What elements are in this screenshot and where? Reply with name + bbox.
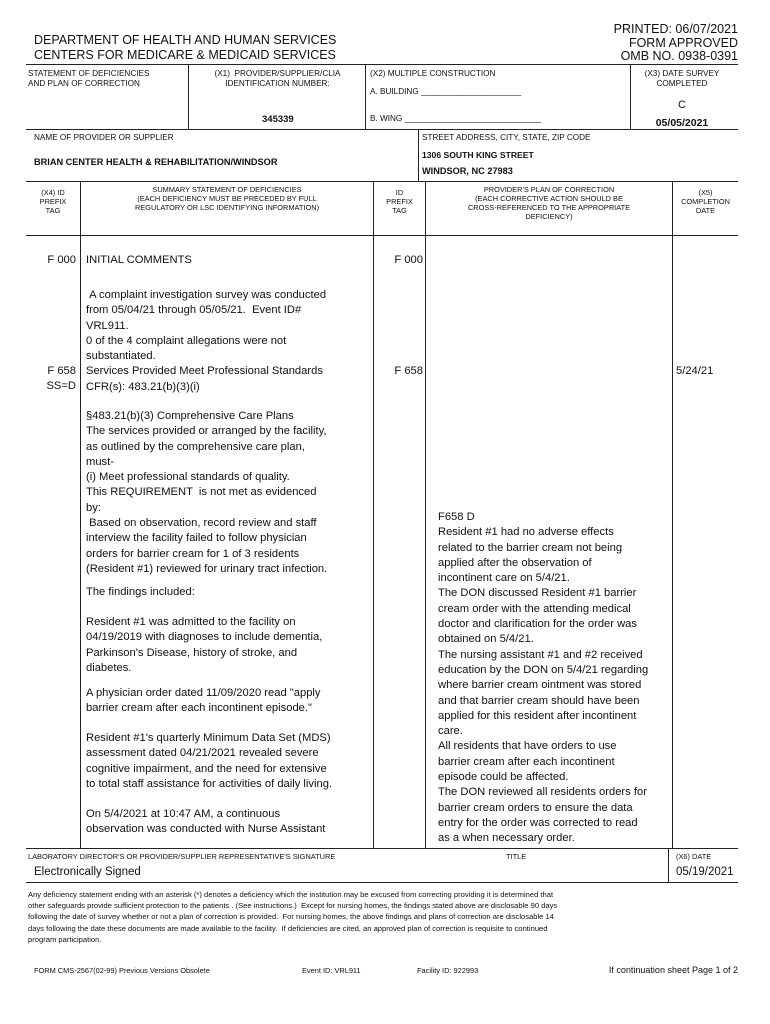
- signature-label: LABORATORY DIRECTOR'S OR PROVIDER/SUPPLIER REPRESENTATIVE'S SIGNATURE: [28, 852, 336, 861]
- printed-date: PRINTED: 06/07/2021: [613, 22, 738, 36]
- x5-header: (X5) COMPLETION DATE: [681, 188, 730, 215]
- form-approved: FORM APPROVED: [628, 36, 738, 50]
- x3-label: (X3) DATE SURVEY COMPLETED: [644, 69, 720, 88]
- tag-severity: SS=D: [46, 380, 76, 392]
- col-divider: [672, 181, 673, 848]
- summary-paragraph: Resident #1 was admitted to the facility on 04/19/2019 with diagnoses to include dementia, Parkinson's Disease, history of stroke, and diabetes.: [86, 616, 323, 674]
- summary-paragraph: A physician order dated 11/09/2020 read "apply barrier cream after each incontinent episode.": [86, 687, 321, 715]
- statement-label: STATEMENT OF DEFICIENCIES AND PLAN OF CORRECTION: [28, 69, 150, 88]
- plan-of-correction: F658 D Resident #1 had no adverse effects related to the barrier cream not being applied after the observation of incontinent care on 5/4/21. The DON discussed Resident #1 barrier cream order with the attending medical doctor and clarification for the order was obtained on 5/4/21. The nursing assistant #1 and #2 received education by the DON on 5/4/21 regarding where barrier cream ointment was stored and that barrier cream should have been applied for this resident after incontinent care. All residents that have orders to use barrier cream after each incontinent episode could be affected. The DON reviewed all residents orders for barrier cream orders to ensure the data entry for the order was corrected to read as a when necessary order.: [438, 511, 649, 845]
- department-title: DEPARTMENT OF HEALTH AND HUMAN SERVICES: [34, 33, 337, 47]
- rule: [26, 181, 738, 182]
- omb-number: OMB NO. 0938-0391: [620, 49, 738, 63]
- date-label: (X6) DATE: [676, 852, 712, 861]
- x4-header: (X4) ID PREFIX TAG: [39, 188, 67, 215]
- signature-rule: [26, 848, 738, 849]
- page-indicator: If continuation sheet Page 1 of 2: [608, 965, 738, 975]
- col-divider: [80, 181, 81, 848]
- provider-name: BRIAN CENTER HEALTH & REHABILITATION/WINDSOR: [34, 157, 278, 167]
- initial-comments: INITIAL COMMENTS: [86, 254, 192, 266]
- summary-paragraph: Resident #1's quarterly Minimum Data Set (MDS) assessment dated 04/21/2021 revealed severe cognitive impairment, and the need for extensive to total staff assistance for activities of daily living.: [86, 732, 333, 790]
- tag-f000: F 000: [47, 254, 76, 266]
- summary-paragraph: A complaint investigation survey was conducted from 05/04/21 through 05/05/21. Event ID# VRL911. 0 of the 4 complaint allegations were not substantiated. Services Provided Meet Professional Standards CFR(s): 483.21(b)(3)(i): [86, 289, 327, 393]
- footnote: Any deficiency statement ending with an asterisk (*) denotes a deficiency which the institution may be excused from correcting providing it is determined that other safeguards provide sufficient protection to the patients . (See instructions.) Except for nursing homes, the findings stated above are disclosable 90 days following the date of survey whether or not a plan of correction is provided. For nursing homes, the above findings and plans of correction are disclosable 14 days following the date these documents are made available to the facility. If deficiencies are cited, an approved plan of correction is requisite to continued program participation.: [28, 890, 558, 944]
- survey-date: 05/05/2021: [655, 117, 709, 129]
- address-label: STREET ADDRESS, CITY, STATE, ZIP CODE: [422, 133, 591, 142]
- provider-name-label: NAME OF PROVIDER OR SUPPLIER: [34, 133, 174, 142]
- building-field: A. BUILDING ______________________: [370, 87, 522, 96]
- rule: [26, 882, 738, 883]
- address-line2: WINDSOR, NC 27983: [422, 166, 513, 176]
- completion-date: 5/24/21: [676, 365, 714, 377]
- x1-label: (X1) PROVIDER/SUPPLIER/CLIA IDENTIFICATION NUMBER:: [214, 69, 341, 88]
- summary-paragraph: §483.21(b)(3) Comprehensive Care Plans The services provided or arranged by the facility, as outlined by the comprehensive care plan, must- (i) Meet professional standards of quality. This REQUIREMENT is not met as evidenced by: Based on observation, record review and staff interview the facility failed to follow physician orders for barrier cream for 1 of 3 residents (Resident #1) reviewed for urinary tract infection.: [86, 410, 328, 575]
- col-divider: [425, 181, 426, 848]
- divider: [668, 848, 669, 882]
- header-rule: [26, 235, 738, 236]
- signature-value: Electronically Signed: [34, 866, 141, 878]
- address-line1: 1306 SOUTH KING STREET: [422, 150, 534, 160]
- survey-code: C: [678, 99, 686, 111]
- form-number: FORM CMS-2567(02-99) Previous Versions Obsolete: [34, 966, 210, 975]
- tag-f658: F 658: [47, 365, 76, 377]
- divider: [418, 129, 419, 181]
- col-divider: [373, 181, 374, 848]
- title-label: TITLE: [506, 852, 527, 861]
- id-f658: F 658: [394, 365, 423, 377]
- facility-id: Facility ID: 922993: [417, 966, 479, 975]
- divider: [365, 64, 366, 129]
- wing-field: B. WING ______________________________: [370, 114, 542, 123]
- provider-id: 345339: [262, 114, 294, 125]
- top-rule: [26, 64, 738, 65]
- event-id: Event ID: VRL911: [302, 966, 361, 975]
- signature-date: 05/19/2021: [676, 866, 734, 878]
- id-header: ID PREFIX TAG: [386, 188, 413, 215]
- agency-title: CENTERS FOR MEDICARE & MEDICAID SERVICES: [34, 48, 336, 62]
- summary-paragraph: The findings included:: [86, 586, 195, 598]
- divider: [188, 64, 189, 129]
- plan-header: PROVIDER'S PLAN OF CORRECTION (EACH CORRECTIVE ACTION SHOULD BE CROSS-REFERENCED TO THE APPROPRIATE DEFICIENCY): [467, 185, 631, 221]
- summary-paragraph: On 5/4/2021 at 10:47 AM, a continuous observation was conducted with Nurse Assistant: [86, 808, 326, 836]
- x2-label: (X2) MULTIPLE CONSTRUCTION: [370, 69, 496, 78]
- divider: [630, 64, 631, 129]
- id-f000: F 000: [394, 254, 423, 266]
- summary-header: SUMMARY STATEMENT OF DEFICIENCIES (EACH DEFICIENCY MUST BE PRECEDED BY FULL REGULATORY OR LSC IDENTIFYING INFORMATION): [134, 185, 320, 212]
- rule: [26, 129, 738, 130]
